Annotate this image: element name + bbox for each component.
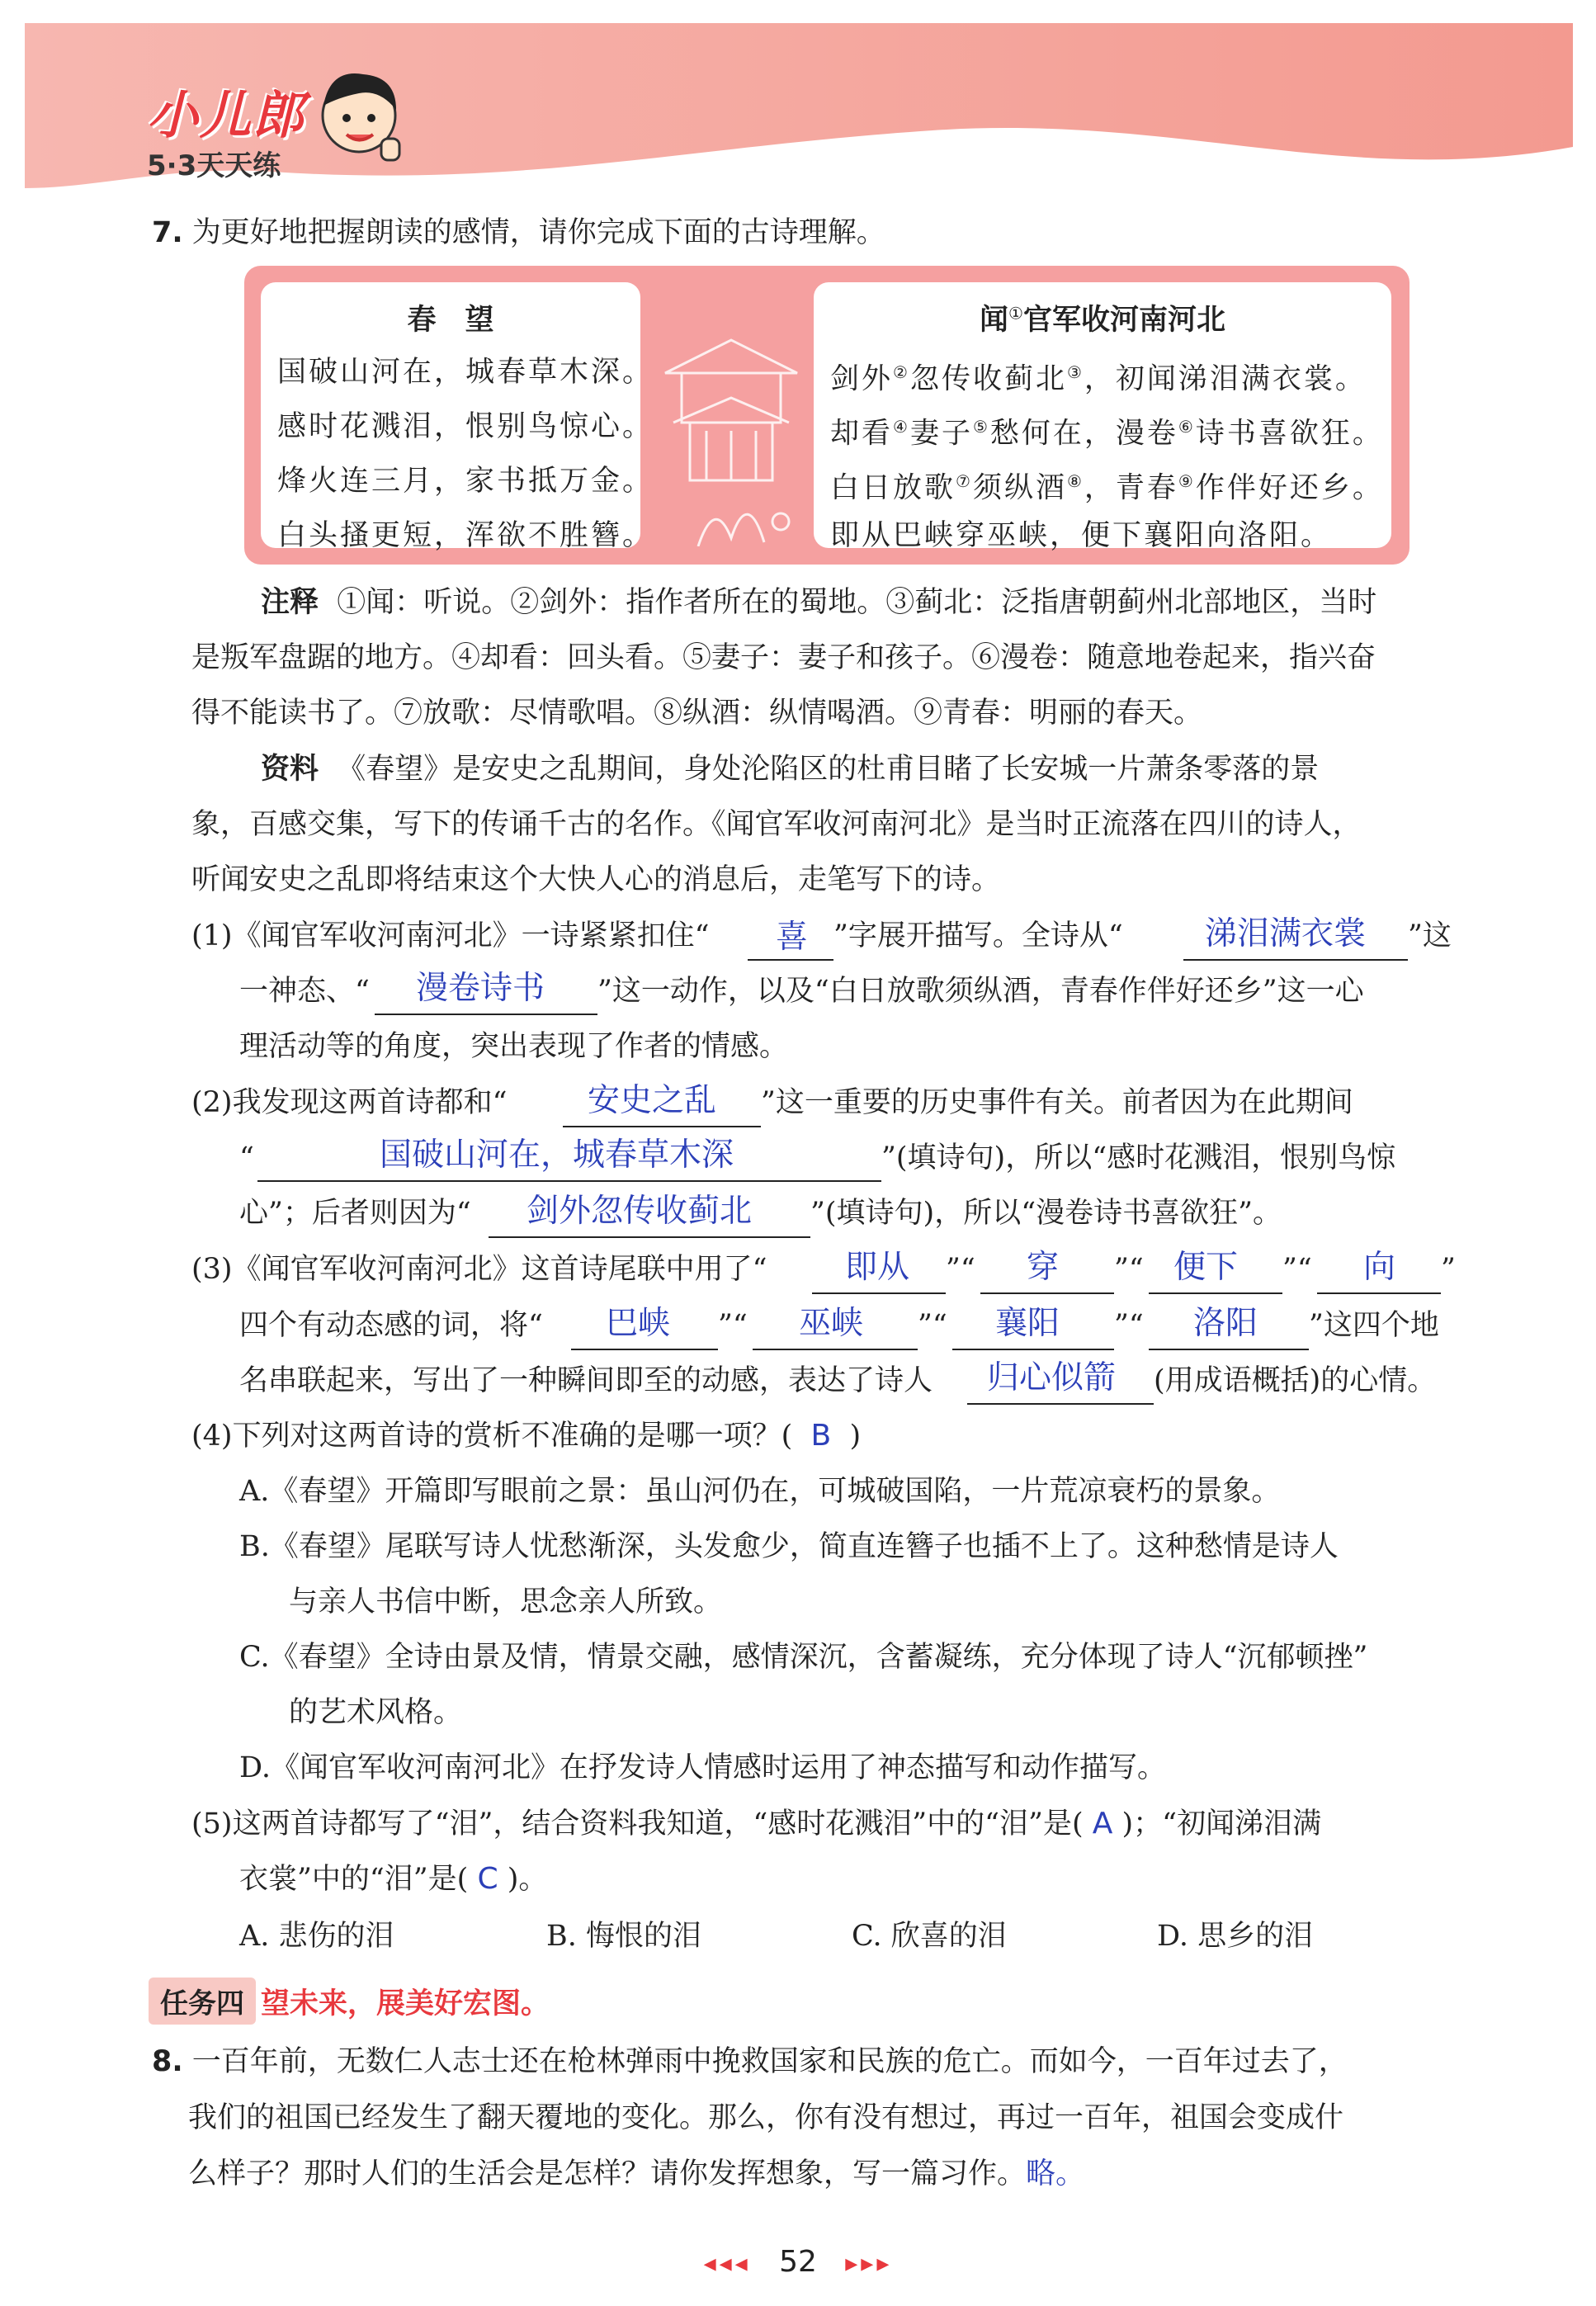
- sub1-text: 理活动等的角度，突出表现了作者的情感。: [239, 1030, 789, 1063]
- q8-text: 一百年前，无数仁人志士还在枪林弹雨中挽救国家和民族的危亡。而如今，一百年过去了，: [191, 2045, 1348, 2078]
- sub1-text: 一神态、“: [239, 975, 370, 1008]
- notes-label: 注释: [261, 586, 319, 619]
- poem1-title: 春 望: [407, 304, 494, 337]
- poem2-text: 白日放歌: [830, 471, 956, 505]
- poem-wenguanjun: [814, 282, 1391, 552]
- answer-tileiman: 涕泪满衣裳: [1205, 915, 1367, 952]
- option-a: A.《春望》开篇即写眼前之景：虽山河仍在，可城破国陷，一片荒凉衰朽的景象。: [239, 1475, 1281, 1508]
- sub3-text: (用成语概括)的心情。: [1154, 1364, 1437, 1397]
- answer-blank: [748, 959, 833, 961]
- answer-anshi: 安史之乱: [588, 1082, 717, 1119]
- sub2-text: 心”；后者则因为“: [239, 1197, 471, 1230]
- answer-choice: C: [477, 1862, 498, 1896]
- notes-line: 得不能读书了。⑦放歌：尽情歌唱。⑧纵酒：纵情喝酒。⑨青春：明丽的春天。: [191, 697, 1203, 730]
- answer-blank: [563, 1126, 761, 1127]
- sub5-option: B. 悔恨的泪: [546, 1920, 701, 1953]
- q8-line: [188, 2157, 1085, 2190]
- answer-place: 襄阳: [995, 1305, 1060, 1342]
- poem2-line: 即从巴峡穿巫峡，便下襄阳向洛阳。: [830, 519, 1333, 552]
- quote-close: ”: [1441, 1253, 1456, 1286]
- task4-tag: 任务四: [149, 1978, 256, 2025]
- poem2-text: ，青春: [1084, 471, 1178, 505]
- poem2-title: [814, 297, 1391, 338]
- answer-blank: [1183, 959, 1408, 961]
- answer-jianwai: 剑外忽传收蓟北: [526, 1193, 753, 1230]
- answer-place: 巴峡: [606, 1305, 671, 1342]
- next-arrows-icon: ▸▸▸: [845, 2249, 893, 2278]
- task4-heading: [149, 1978, 550, 2020]
- poem2-text: 妻子: [909, 417, 973, 451]
- page-footer: [0, 2245, 1596, 2279]
- quote-sep: ”“: [918, 1309, 947, 1342]
- poem2-text: 诗书喜欲狂。: [1195, 417, 1384, 451]
- answer-blank: [1149, 1292, 1282, 1294]
- notes-text: ①闻：听说。②剑外：指作者所在的蜀地。③蓟北：泛指唐朝蓟州北部地区，当时: [337, 586, 1377, 619]
- answer-place: 巫峡: [799, 1305, 864, 1342]
- sub5-text: (5)这两首诗都写了“泪”，结合资料我知道，“感时花溅泪”中的“泪”是(: [191, 1807, 1084, 1841]
- sub5-text: 衣裳”中的“泪”是(: [239, 1863, 469, 1896]
- sub5-line: [191, 1807, 1321, 1841]
- sub1-text: ”这一动作，以及“白日放歌须纵酒，青春作伴好还乡”这一心: [597, 975, 1364, 1008]
- sub5-option: C. 欣喜的泪: [852, 1920, 1007, 1953]
- answer-verb: 便下: [1173, 1249, 1239, 1286]
- option-c-cont: 的艺术风格。: [289, 1696, 463, 1729]
- sub5-option: D. 思乡的泪: [1157, 1920, 1314, 1953]
- q7-number: 7.: [152, 216, 183, 249]
- material-line: [261, 753, 1319, 786]
- answer-blank: [980, 1292, 1114, 1294]
- footnote-marker: ⑥: [1178, 417, 1196, 437]
- answer-lue: 略。: [1026, 2157, 1086, 2190]
- material-line: 象，百感交集，写下的传诵千古的名作。《闻官军收河南河北》是当时正流落在四川的诗人，: [191, 808, 1362, 841]
- notes-line: 是叛军盘踞的地方。④却看：回头看。⑤妻子：妻子和孩子。⑥漫卷：随意地卷起来，指兴奋: [191, 641, 1376, 674]
- brand-logo: [147, 74, 305, 183]
- sub5-option: A. 悲伤的泪: [239, 1920, 394, 1953]
- answer-idiom: 归心似箭: [987, 1359, 1117, 1396]
- option-c: C.《春望》全诗由景及情，情景交融，感情深沉，含蓄凝练，充分体现了诗人“沉郁顿挫”: [239, 1641, 1368, 1674]
- answer-blank: [812, 1292, 946, 1294]
- answer-blank: [1317, 1292, 1441, 1294]
- page-number: 52: [779, 2245, 817, 2279]
- poem2-text: 却看: [830, 417, 894, 451]
- answer-blank: [257, 1180, 881, 1182]
- quote-sep: ”“: [946, 1253, 975, 1286]
- brand-name: 小儿郎: [147, 85, 306, 145]
- q8-line: 我们的祖国已经发生了翻天覆地的变化。那么，你有没有想过，再过一百年，祖国会变成什: [188, 2101, 1344, 2134]
- sub1-text: ”字展开描写。全诗从“: [833, 919, 1123, 952]
- poem-panel: [244, 266, 1409, 565]
- brand-series: 5·3天天练: [147, 149, 281, 182]
- quote-sep: ”“: [1114, 1309, 1144, 1342]
- poem1-line: 国破山河在，城春草木深。: [277, 356, 654, 389]
- footnote-marker: ③: [1066, 362, 1084, 382]
- task4-title: 望未来，展美好宏图。: [261, 1987, 550, 2020]
- answer-blank: [489, 1236, 810, 1238]
- q7-prompt: 为更好地把握朗读的感情，请你完成下面的古诗理解。: [191, 216, 885, 249]
- poem2-text: 愁何在，漫卷: [989, 417, 1178, 451]
- sub1-text: (1)《闻官军收河南河北》一诗紧紧扣住“: [191, 919, 710, 952]
- sub1-text: ”这: [1408, 919, 1452, 952]
- answer-guopo: 国破山河在，城春草木深: [380, 1136, 734, 1174]
- answer-verb: 穿: [1027, 1249, 1060, 1286]
- answer-blank: [375, 1014, 597, 1015]
- sub3-text: 四个有动态感的词，将“: [239, 1309, 543, 1342]
- material-line: 听闻安史之乱即将结束这个大快人心的消息后，走笔写下的诗。: [191, 863, 1001, 896]
- sub5-text: )。: [507, 1863, 548, 1896]
- notes-line: [261, 586, 1376, 619]
- answer-verb: 即从: [845, 1249, 910, 1286]
- sub5-line: [239, 1863, 547, 1896]
- poem2-text: 须纵酒: [972, 471, 1067, 505]
- footnote-marker: ④: [893, 417, 910, 437]
- sub2-text: ”(填诗句)，所以“感时花溅泪，恨别鸟惊: [881, 1141, 1396, 1174]
- poem2-text: ，初闻涕泪满衣裳。: [1084, 362, 1367, 396]
- poem2-line: [830, 399, 1391, 454]
- sub2-text: (2)我发现这两首诗都和“: [191, 1086, 508, 1119]
- footnote-marker: ②: [893, 362, 910, 382]
- footnote-marker: ⑦: [956, 471, 973, 491]
- footnote-marker: ⑨: [1178, 471, 1196, 491]
- poem2-line: [830, 454, 1391, 508]
- poem2-title-pre: 闻: [980, 304, 1009, 337]
- q7-prompt-line: [152, 216, 885, 249]
- sub2-text: ”这一重要的历史事件有关。前者因为在此期间: [761, 1086, 1353, 1119]
- answer-choice: A: [1092, 1807, 1113, 1841]
- answer-verb: 向: [1363, 1249, 1396, 1286]
- answer-blank: [952, 1349, 1114, 1350]
- footnote-marker: ⑧: [1066, 471, 1084, 491]
- sub4-close: ): [849, 1420, 862, 1453]
- poem2-text: 作伴好还乡。: [1195, 471, 1384, 505]
- poem2-text: 剑外: [830, 362, 894, 396]
- sub2-text: “: [239, 1141, 254, 1174]
- answer-blank: [571, 1349, 718, 1350]
- prev-arrows-icon: ◂◂◂: [703, 2249, 751, 2278]
- quote-sep: ”“: [718, 1309, 748, 1342]
- answer-blank: [1149, 1349, 1309, 1350]
- option-b: B.《春望》尾联写诗人忧愁渐深，头发愈少，简直连簪子也插不上了。这种愁情是诗人: [239, 1530, 1339, 1563]
- poem1-line: 白头搔更短，浑欲不胜簪。: [277, 519, 654, 552]
- answer-blank: [753, 1349, 918, 1350]
- q8-text: 么样子？那时人们的生活会是怎样？请你发挥想象，写一篇习作。: [188, 2157, 1027, 2190]
- sub2-text: ”(填诗句)，所以“漫卷诗书喜欲狂”。: [810, 1197, 1282, 1230]
- quote-sep: ”“: [1282, 1253, 1312, 1286]
- sub4-stem: [191, 1420, 861, 1453]
- answer-choice: B: [810, 1419, 832, 1453]
- footnote-marker: ⑤: [972, 417, 990, 437]
- poem2-line: [830, 345, 1391, 399]
- pavilion-illustration: [649, 299, 814, 546]
- option-d: D.《闻官军收河南河北》在抒发诗人情感时运用了神态描写和动作描写。: [239, 1751, 1166, 1784]
- answer-xi: 喜: [776, 919, 809, 956]
- poem2-title-post: 官军收河南河北: [1022, 304, 1225, 337]
- quote-sep: ”“: [1114, 1253, 1144, 1286]
- poem-chunwang: [261, 282, 654, 552]
- q8-number: 8.: [152, 2045, 183, 2078]
- footnote-marker: ①: [1008, 303, 1023, 324]
- poem2-text: 忽传收蓟北: [909, 362, 1067, 396]
- sub3-text: (3)《闻官军收河南河北》这首诗尾联中用了“: [191, 1253, 767, 1286]
- sub3-text: 名串联起来，写出了一种瞬间即至的动感，表达了诗人: [239, 1364, 933, 1397]
- poem1-line: 烽火连三月，家书抵万金。: [277, 465, 654, 498]
- mascot-icon: [314, 64, 404, 172]
- q8-line: [152, 2045, 1348, 2078]
- material-label: 资料: [261, 753, 319, 786]
- sub4-stem-text: (4)下列对这两首诗的赏析不准确的是哪一项？(: [191, 1420, 793, 1453]
- material-text: 《春望》是安史之乱期间，身处沦陷区的杜甫目睹了长安城一片萧条零落的景: [337, 753, 1320, 786]
- answer-blank: [967, 1403, 1154, 1405]
- sub5-text: )；“初闻涕泪满: [1121, 1807, 1322, 1841]
- option-b-cont: 与亲人书信中断，思念亲人所致。: [289, 1585, 723, 1618]
- poem1-line: 感时花溅泪，恨别鸟惊心。: [277, 410, 654, 443]
- sub3-text: ”这四个地: [1309, 1309, 1439, 1342]
- answer-manjuan: 漫卷诗书: [416, 970, 545, 1007]
- answer-place: 洛阳: [1193, 1305, 1258, 1342]
